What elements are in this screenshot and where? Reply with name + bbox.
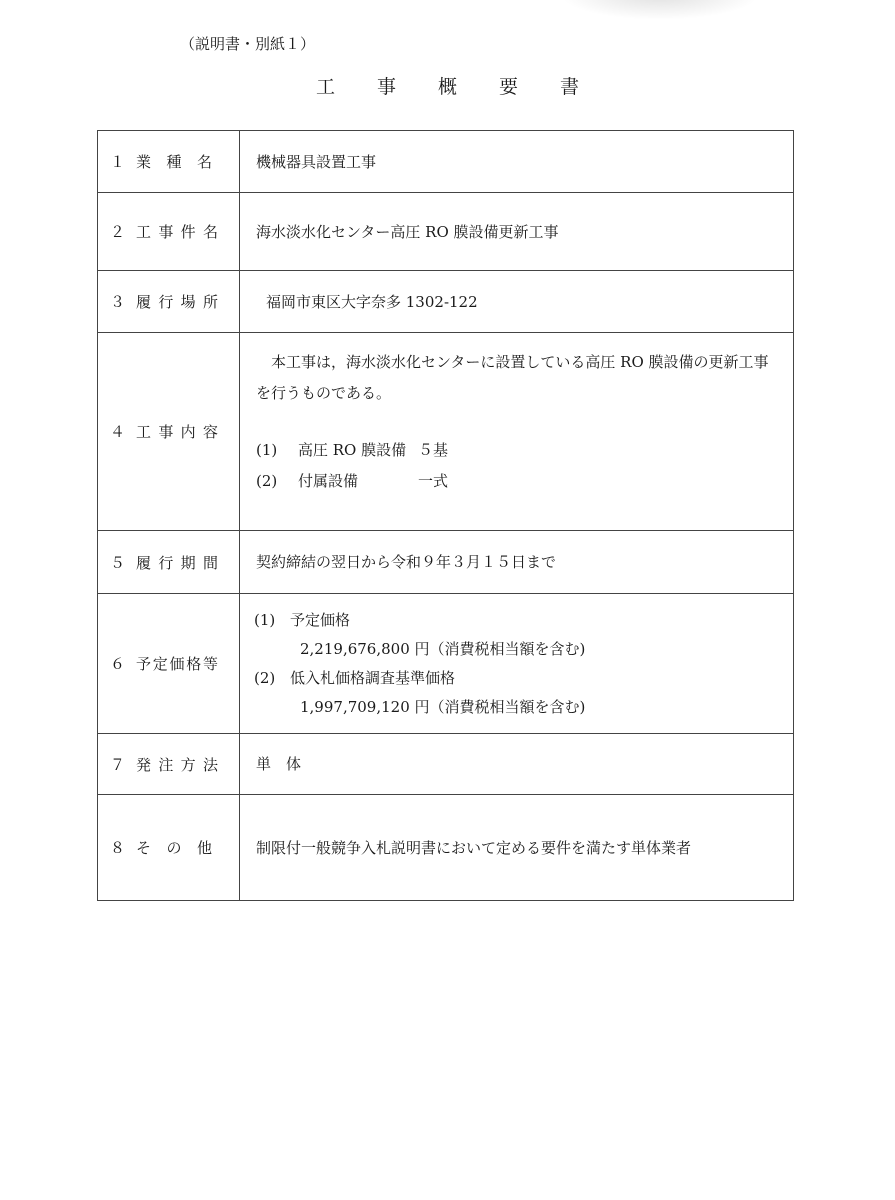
table-row: [98, 795, 794, 901]
title-char: 概: [437, 76, 457, 98]
row-number: ５: [110, 553, 126, 572]
list-item: [254, 664, 777, 693]
row-value: 単 体: [240, 734, 794, 795]
table-row: [98, 333, 794, 531]
item-name: 低入札価格調査基準価格: [290, 668, 456, 687]
row-value: 福岡市東区大字奈多 1302-122: [240, 271, 794, 333]
row-label: 工事内容: [136, 423, 218, 441]
title-char: 工: [315, 76, 335, 98]
table-row: [98, 734, 794, 795]
row-number: ８: [110, 839, 126, 857]
summary-table: [97, 130, 794, 901]
table-row: [98, 193, 794, 271]
row-label: 履行期間: [136, 553, 218, 572]
row-label: 予定価格等: [136, 655, 218, 673]
row-number: ６: [110, 655, 126, 673]
row-value: 機械器具設置工事: [240, 131, 794, 193]
table-row: [98, 271, 794, 333]
row-number: ３: [110, 293, 126, 311]
document-subtitle: （説明書・別紙１）: [180, 35, 316, 53]
document-title: [0, 72, 895, 99]
title-char: 要: [499, 76, 519, 98]
row-number: ７: [110, 755, 126, 774]
item-name: 予定価格: [290, 610, 351, 629]
row-value: 制限付一般競争入札説明書において定める要件を満たす単体業者: [240, 795, 794, 901]
row-label: 工事件名: [136, 223, 218, 241]
list-item: [254, 606, 777, 635]
work-description: 本工事は，海水淡水化センターに設置している高圧 RO 膜設備の更新工事を行うものである。: [256, 353, 769, 402]
row-number: ２: [110, 223, 126, 241]
title-char: 書: [560, 76, 580, 98]
item-number: (1): [256, 441, 278, 459]
item-number: (2): [256, 472, 278, 490]
scan-shadow: [560, 0, 760, 20]
item-number: (1): [254, 610, 276, 629]
price-amount: 2,219,676,800 円（消費税相当額を含む): [300, 639, 586, 658]
item-name: 高圧 RO 膜設備: [298, 441, 407, 459]
row-label: 履行場所: [136, 293, 218, 311]
item-name: 付属設備: [298, 472, 359, 490]
row-number: ４: [110, 423, 126, 441]
list-item: [256, 466, 777, 497]
table-row: [98, 594, 794, 734]
table-row: [98, 531, 794, 594]
item-quantity: ５基: [418, 441, 449, 459]
price-amount: 1,997,709,120 円（消費税相当額を含む): [300, 697, 586, 716]
list-item: [256, 435, 777, 466]
item-number: (2): [254, 668, 276, 687]
row-value: 契約締結の翌日から令和９年３月１５日まで: [240, 531, 794, 594]
title-char: 事: [376, 76, 396, 98]
row-label: その他: [136, 839, 212, 857]
row-value: 海水淡水化センター高圧 RO 膜設備更新工事: [240, 193, 794, 271]
table-row: [98, 131, 794, 193]
row-label: 発注方法: [136, 755, 218, 774]
row-label: 業種名: [136, 153, 212, 171]
item-quantity: 一式: [418, 472, 449, 490]
row-number: １: [110, 153, 126, 171]
